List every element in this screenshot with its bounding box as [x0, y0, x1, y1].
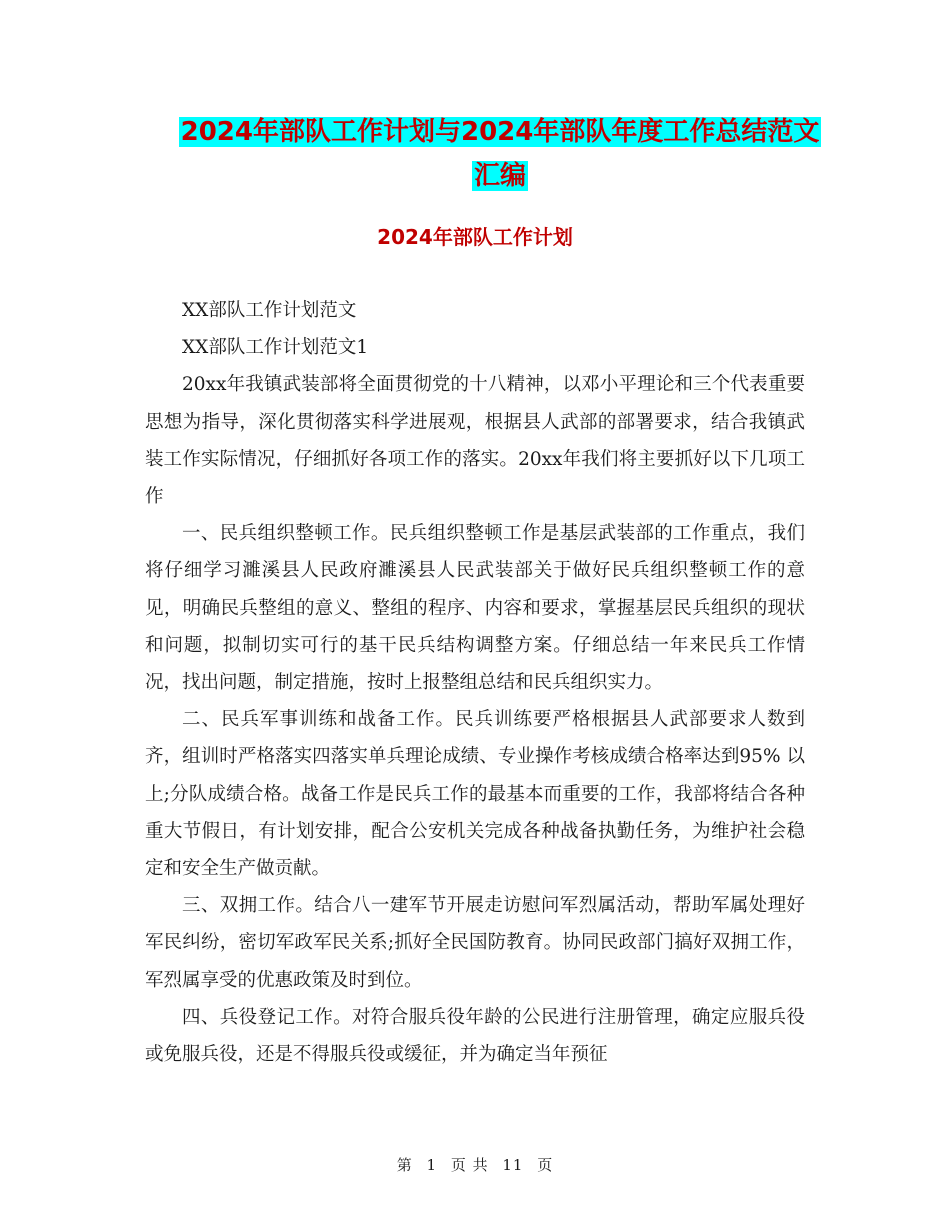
section-title: 2024年部队工作计划 [377, 225, 573, 249]
paragraph: 20xx年我镇武装部将全面贯彻党的十八精神，以邓小平理论和三个代表重要思想为指导，深化贯彻落实科学进展观，根据县人武部的部署要求，结合我镇武装工作实际情况，仔细抓好各项工作的落实。20xx年我们将主要抓好以下几项工作 [145, 374, 805, 508]
page-number: 1 [426, 1156, 438, 1174]
paragraph: 二、民兵军事训练和战备工作。民兵训练要严格根据县人武部要求人数到齐，组训时严格落实四落实单兵理论成绩、专业操作考核成绩合格率达到95% 以上;分队成绩合格。战备工作是民兵工作的最基本而重要的工作，我部将结合各种重大节假日，有计划安排，配合公安机关完成各种战备执勤任务，为维护社会稳定和安全生产做贡献。 [145, 709, 805, 880]
total-pages: 11 [502, 1156, 524, 1174]
page-label-mid: 页 共 [450, 1156, 489, 1174]
document-title-line-2: 汇编 [473, 161, 526, 191]
paragraph: XX部队工作计划范文1 [182, 337, 369, 359]
page-footer [0, 1154, 950, 1176]
document-title-line-1: 2024年部队工作计划与2024年部队年度工作总结范文 [180, 117, 820, 147]
page-label-suffix: 页 [537, 1156, 554, 1174]
paragraph: 三、双拥工作。结合八一建军节开展走访慰问军烈属活动，帮助军属处理好军民纠纷，密切军政军民关系;抓好全民国防教育。协同民政部门搞好双拥工作，军烈属享受的优惠政策及时到位。 [145, 895, 805, 991]
paragraph: 一、民兵组织整顿工作。民兵组织整顿工作是基层武装部的工作重点，我们将仔细学习濉溪县人民政府濉溪县人民武装部关于做好民兵组织整顿工作的意见，明确民兵整组的意义、整组的程序、内容和要求，掌握基层民兵组织的现状和问题，拟制切实可行的基干民兵结构调整方案。仔细总结一年来民兵工作情况，找出问题，制定措施，按时上报整组总结和民兵组织实力。 [145, 523, 805, 694]
paragraph: 四、兵役登记工作。对符合服兵役年龄的公民进行注册管理，确定应服兵役或免服兵役，还是不得服兵役或缓征，并为确定当年预征 [145, 1006, 805, 1066]
page-label-prefix: 第 [396, 1156, 413, 1174]
document-body [145, 292, 805, 1073]
document-title [140, 110, 860, 198]
paragraph: XX部队工作计划范文 [182, 300, 357, 321]
